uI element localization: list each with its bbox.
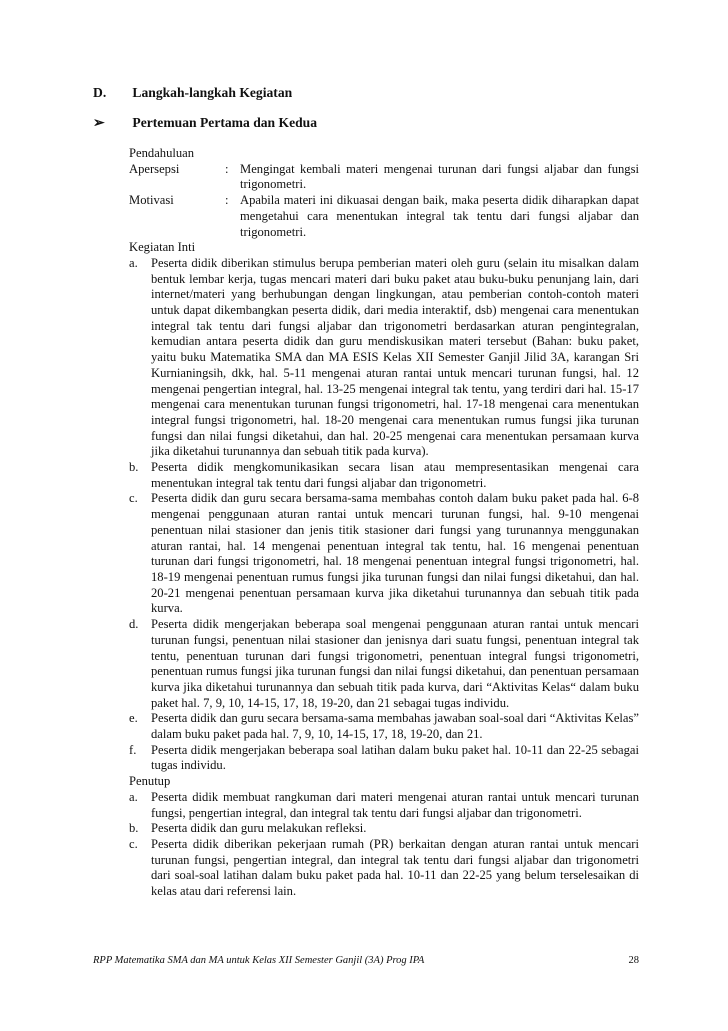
list-text: Peserta didik dan guru melakukan refleksi. — [151, 821, 367, 836]
list-marker: b. — [129, 460, 139, 475]
inti-title: Kegiatan Inti — [129, 240, 196, 255]
list-marker: b. — [129, 821, 139, 836]
list-text: Peserta didik mengerjakan beberapa soal mengenai penggunaan aturan rantai untuk mencari turunan fungsi, penentuan nilai stasioner dan jenisnya dari suatu fungsi, penentuan integral tak tentu, penentuan turunan dari fungsi trigonometri, penentuan integral fungsi trigonometri, penentuan rumus fungsi jika turunan fungsi dan nilai fungsi diketahui, dan penentuan persamaan kurva jika diketahui turunannya dan sebuah titik pada kurva, dari “Aktivitas Kelas“ dalam buku paket hal. 7, 9, 10, 14-15, 17, 18, 19-20, dan 21 sebagai tugas individu. — [151, 617, 639, 710]
list-marker: e. — [129, 711, 138, 726]
penutup-title: Penutup — [129, 774, 171, 789]
list-item — [129, 711, 639, 742]
list-text: Peserta didik diberikan stimulus berupa pemberian materi oleh guru (selain itu misalkan dalam bentuk lembar kerja, tugas mencari materi dari buku paket atau buku-buku penunjang lain, dari internet/materi yang berhubungan dengan lingkungan, atau pemberian contoh-contoh materi untuk dapat dikembangkan peserta didik, dari media interaktif, dsb) mengenai cara menentukan integral tak tentu dari fungsi aljabar dan trigonometri berdasarkan aturan pengintegralan, kemudian antara peserta didik dan guru mendiskusikan materi tersebut (Bahan: buku paket, yaitu buku Matematika SMA dan MA ESIS Kelas XII Semester Ganjil Jilid 3A, karangan Sri Kurnianingsih, dkk, hal. 5-11 mengenai aturan rantai untuk mencari turunan fungsi, hal. 12 mengenai pengertian integral, hal. 13-25 mengenai integral tak tentu, yang terdiri dari hal. 15-17 mengenai cara menentukan turunan fungsi trigonometri, hal. 17-18 mengenai cara menentukan integral fungsi trigonometri, hal. 18-20 mengenai cara menentukan rumus fungsi jika turunan fungsi dan nilai fungsi diketahui, dan hal. 20-25 mengenai cara menentukan persamaan kurva jika diketahui turunannya dan sebuah titik pada kurva). — [151, 255, 639, 459]
inti-list — [129, 256, 639, 774]
activity-content — [129, 146, 639, 900]
list-item — [129, 256, 639, 460]
list-text: Peserta didik membuat rangkuman dari materi mengenai aturan rantai untuk mencari turunan fungsi, pengertian integral, dan integral tak tentu dari fungsi aljabar dan trigonometri. — [151, 789, 639, 820]
kv-key: Apersepsi — [129, 161, 180, 176]
list-item — [129, 617, 639, 711]
footer-text: RPP Matematika SMA dan MA untuk Kelas XII Semester Ganjil (3A) Prog IPA — [93, 955, 425, 966]
kv-key: Motivasi — [129, 193, 174, 208]
list-text: Peserta didik mengkomunikasikan secara lisan atau mempresentasikan mengenai cara menentukan integral tak tentu dari fungsi aljabar dan trigonometri. — [151, 460, 639, 490]
list-text: Peserta didik diberikan pekerjaan rumah (PR) berkaitan dengan aturan rantai untuk mencari turunan fungsi, pengertian integral, dan integral tak tentu dari fungsi aljabar dan trigonometri dari soal-soal latihan dalam buku paket pada hal. 10-11 dan 22-25 yang belum terselesaikan di kelas atau dari referensi lain. — [151, 836, 639, 899]
list-item — [129, 821, 639, 837]
list-marker: c. — [129, 491, 138, 506]
list-item — [129, 743, 639, 774]
kv-colon: : — [225, 161, 229, 176]
section-heading — [93, 85, 292, 101]
list-marker: d. — [129, 617, 139, 632]
list-item — [129, 491, 639, 617]
list-item — [129, 790, 639, 821]
motivasi-row — [129, 193, 639, 240]
list-marker: a. — [129, 789, 138, 804]
list-item — [129, 460, 639, 491]
meeting-heading — [93, 115, 317, 132]
kv-colon: : — [225, 193, 229, 208]
page-number: 28 — [628, 955, 639, 966]
list-text: Peserta didik dan guru secara bersama-sama membahas contoh dalam buku paket pada hal. 6-8 mengenai penggunaan aturan rantai untuk mencari turunan fungsi, hal. 9-10 mengenai penentuan nilai stasioner dan jenis titik stasioner dari fungsi yang turunannya menggunakan aturan rantai, hal. 14 mengenai penentuan integral tak tentu, hal. 16 mengenai penentuan turunan dari fungsi trigonometri, hal. 18 mengenai penentuan integral fungsi trigonometri, hal. 18-19 mengenai penentuan rumus fungsi jika turunan fungsi dan nilai fungsi diketahui, dan hal. 20-21 mengenai penentuan persamaan kurva jika diketahui turunannya dan sebuah titik pada kurva. — [151, 491, 639, 616]
list-marker: c. — [129, 836, 138, 851]
list-text: Peserta didik mengerjakan beberapa soal latihan dalam buku paket hal. 10-11 dan 22-25 sebagai tugas individu. — [151, 742, 639, 773]
section-number: D. — [93, 85, 107, 100]
list-item — [129, 837, 639, 900]
pendahuluan-title: Pendahuluan — [129, 146, 195, 160]
arrow-bullet-icon: ➢ — [93, 116, 105, 131]
list-marker: a. — [129, 255, 138, 270]
list-marker: f. — [129, 742, 137, 757]
meeting-title: Pertemuan Pertama dan Kedua — [132, 115, 318, 130]
kv-value: Mengingat kembali materi mengenai turunan dari fungsi aljabar dan fungsi trigonometri. — [240, 161, 639, 192]
penutup-list — [129, 790, 639, 900]
section-title: Langkah-langkah Kegiatan — [132, 85, 293, 100]
list-text: Peserta didik dan guru secara bersama-sama membahas jawaban soal-soal dari “Aktivitas Kelas” dalam buku paket pada hal. 7, 9, 10, 14-15, 17, 18, 19-20, dan 21. — [151, 711, 639, 742]
apersepsi-row — [129, 162, 639, 193]
kv-value: Apabila materi ini dikuasai dengan baik, maka peserta didik diharapkan dapat mengetahui cara menentukan integral tak tentu dari fungsi aljabar dan trigonometri. — [240, 193, 639, 239]
page-footer — [93, 955, 639, 966]
